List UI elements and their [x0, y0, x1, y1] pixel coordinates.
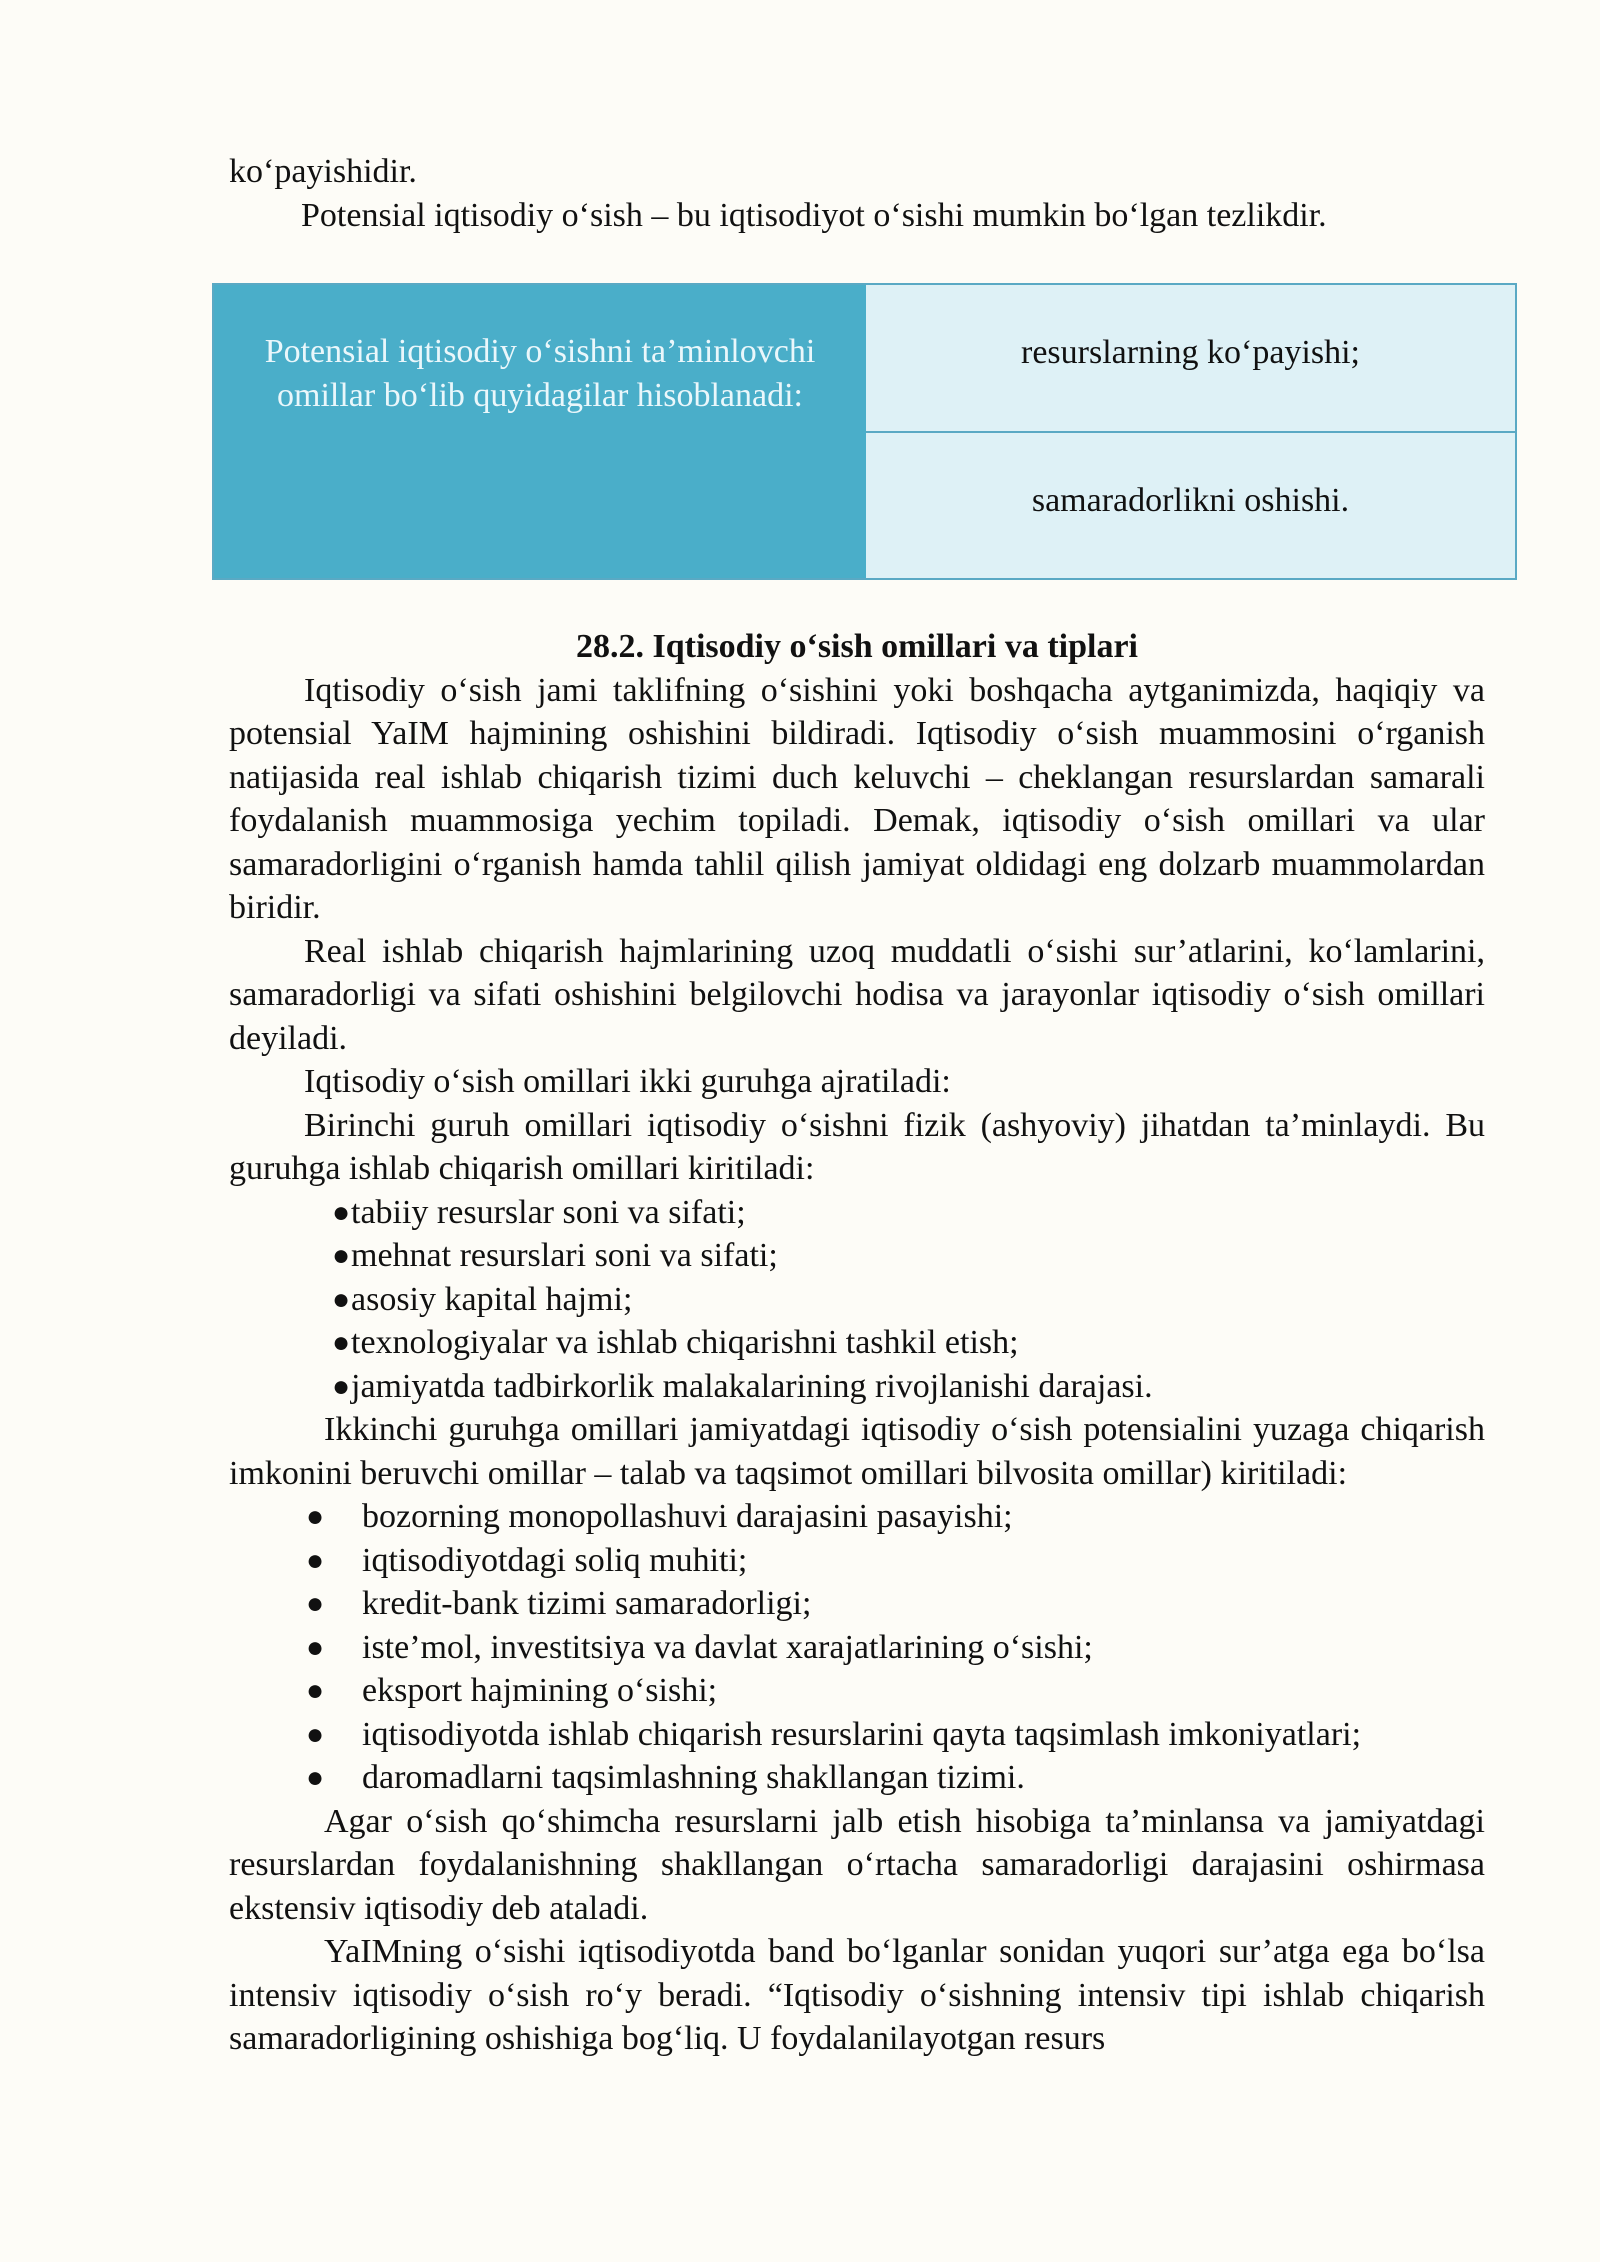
list-item — [229, 1539, 1485, 1583]
list-item — [229, 1321, 1485, 1365]
factor-list-group1 — [229, 1191, 1485, 1409]
list-item — [229, 1756, 1485, 1800]
paragraph: Birinchi guruh omillari iqtisodiy o‘sishni fizik (ashyoviy) jihatdan ta’minlaydi. Bu guruhga ishlab chiqarish omillari kiritiladi: — [229, 1106, 1485, 1187]
list-item — [229, 1191, 1485, 1235]
bullet-icon: ● — [332, 1282, 351, 1316]
info-table-cell: samaradorlikni oshishi. — [866, 431, 1515, 579]
list-item — [229, 1234, 1485, 1278]
list-item-text: iqtisodiyotdagi soliq muhiti; — [362, 1541, 748, 1579]
list-item-text: daromadlarni taqsimlashning shakllangan tizimi. — [362, 1759, 1025, 1796]
list-item — [229, 1713, 1485, 1757]
document-body — [229, 625, 1485, 2061]
paragraph: Iqtisodiy o‘sish omillari ikki guruhga ajratiladi: — [304, 1063, 951, 1100]
list-item-text: iqtisodiyotda ishlab chiqarish resurslarini qayta taqsimlash imkoniyatlari; — [362, 1715, 1362, 1753]
bullet-icon: ● — [306, 1717, 325, 1751]
paragraph: Real ishlab chiqarish hajmlarining uzoq muddatli o‘sishi sur’atlarini, ko‘lamlarini, samaradorligi va sifati oshishini belgilovchi hodisa va jarayonlar iqtisodiy o‘sish omillari deyiladi. — [229, 932, 1485, 1057]
bullet-icon: ● — [306, 1674, 325, 1707]
bullet-icon: ● — [306, 1630, 325, 1664]
list-item — [229, 1365, 1485, 1409]
list-item-text: tabiiy resurslar soni va sifati; — [351, 1193, 746, 1231]
bullet-icon: ● — [306, 1543, 325, 1577]
info-table-right-column — [866, 285, 1515, 578]
paragraph: YaIMning o‘sishi iqtisodiyotda band bo‘lganlar sonidan yuqori sur’atga ega bo‘lsa intensiv iqtisodiy o‘sish ro‘y beradi. “Iqtisodiy o‘sishning intensiv tipi ishlab chiqarish samaradorligining oshishiga bog‘liq. U foydalanilayotgan resurs — [229, 1933, 1485, 2057]
paragraph: Agar o‘sish qo‘shimcha resurslarni jalb etish hisobiga ta’minlansa va jamiyatdagi resurslardan foydalanishning shakllangan o‘rtacha samaradorligi darajasini oshirmasa ekstensiv iqtisodiy deb ataladi. — [229, 1802, 1485, 1927]
list-item-text: mehnat resurslari soni va sifati; — [351, 1237, 778, 1274]
factor-list-group2 — [229, 1495, 1485, 1800]
bullet-icon: ● — [306, 1587, 325, 1620]
list-item — [229, 1582, 1485, 1626]
bullet-icon: ● — [332, 1195, 351, 1229]
list-item-text: bozorning monopollashuvi darajasini pasayishi; — [362, 1498, 1013, 1535]
list-item-text: iste’mol, investitsiya va davlat xarajatlarining o‘sishi; — [362, 1628, 1093, 1666]
list-item — [229, 1669, 1485, 1713]
list-item-text: jamiyatda tadbirkorlik malakalarining rivojlanishi darajasi. — [351, 1367, 1153, 1405]
paragraph: Ikkinchi guruhga omillari jamiyatdagi iqtisodiy o‘sish potensialini yuzaga chiqarish imkonini beruvchi omillar – talab va taqsimot omillari bilvosita omillar) kiritiladi: — [229, 1411, 1485, 1492]
paragraph: Potensial iqtisodiy o‘sish – bu iqtisodiyot o‘sishi mumkin bo‘lgan tezlikdir. — [301, 196, 1327, 234]
info-table-left-cell: Potensial iqtisodiy o‘sishni ta’minlovchi omillar bo‘lib quyidagilar hisoblanadi: — [214, 285, 866, 578]
bullet-icon: ● — [306, 1761, 325, 1794]
bullet-icon: ● — [306, 1500, 325, 1533]
list-item — [229, 1626, 1485, 1670]
bullet-icon: ● — [332, 1326, 351, 1359]
list-item-text: eksport hajmining o‘sishi; — [362, 1672, 718, 1709]
list-item-text: kredit-bank tizimi samaradorligi; — [362, 1585, 812, 1622]
document-text-top — [229, 150, 1485, 237]
info-table — [212, 283, 1517, 580]
paragraph: ko‘payishidir. — [229, 153, 417, 190]
info-table-cell: resurslarning ko‘payishi; — [1021, 334, 1360, 371]
paragraph: Iqtisodiy o‘sish jami taklifning o‘sishini yoki boshqacha aytganimizda, haqiqiy va potensial YaIM hajmining oshishini bildiradi. Iqtisodiy o‘sish muammosini o‘rganish natijasida real ishlab chiqarish tizimi duch keluvchi – cheklangan resurslardan samarali foydalanish muammosiga yechim topiladi. Demak, iqtisodiy o‘sish omillari va ular samaradorligini o‘rganish hamda tahlil qilish jamiyat oldidagi eng dolzarb muammolardan biridir. — [229, 671, 1485, 926]
list-item-text: asosiy kapital hajmi; — [351, 1280, 633, 1318]
section-title: 28.2. Iqtisodiy o‘sish omillari va tiplari — [576, 628, 1138, 665]
bullet-icon: ● — [332, 1239, 351, 1272]
list-item-text: texnologiyalar va ishlab chiqarishni tashkil etish; — [351, 1324, 1019, 1361]
list-item — [229, 1278, 1485, 1322]
list-item — [229, 1495, 1485, 1539]
bullet-icon: ● — [332, 1369, 351, 1403]
